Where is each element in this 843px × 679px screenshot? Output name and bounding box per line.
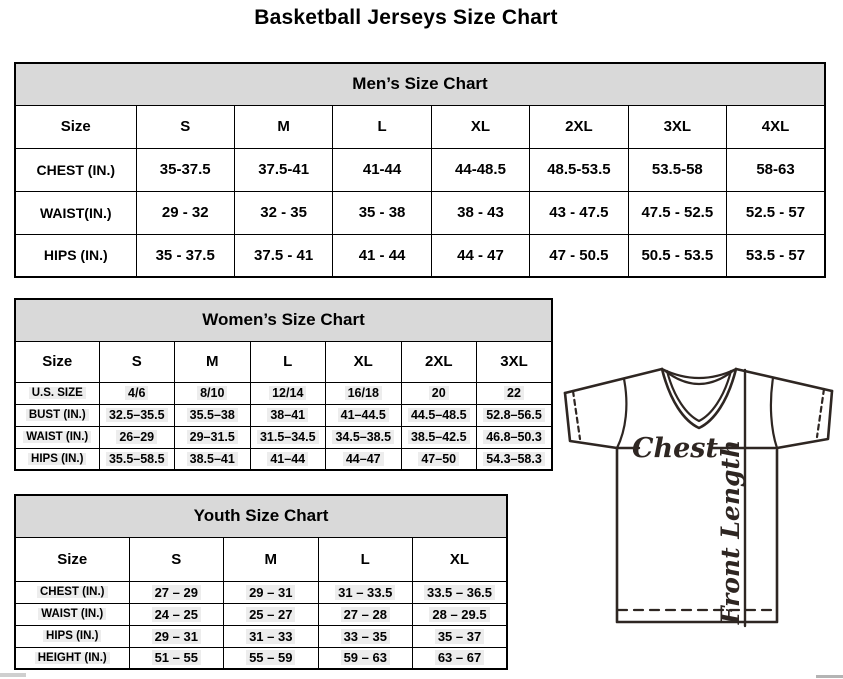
cell-text: 44.5–48.5 [408,408,470,422]
column-header: Size [15,341,99,382]
table-cell [401,426,477,448]
row-label-text: WAIST (IN.) [38,608,106,620]
column-header: S [136,105,234,148]
row-label-text: CHEST (IN.) [37,586,108,598]
cell-text: 28 – 29.5 [429,607,489,622]
table-cell [250,448,326,470]
horizontal-scrollbar-fragment[interactable] [816,675,843,678]
row-label: CHEST (IN.) [15,148,136,191]
row-label: HIPS (IN.) [15,234,136,277]
row-label-text: HEIGHT (IN.) [35,652,110,664]
cell-text: 8/10 [197,386,227,400]
cell-text: 51 – 55 [152,650,201,665]
mens-size-chart-table [14,62,826,278]
column-header: Size [15,105,136,148]
cell-text: 4/6 [125,386,148,400]
front-length-label: Front Length [716,439,745,625]
table-cell [224,603,319,625]
table-cell [477,448,553,470]
table-band-row [15,299,552,341]
table-cell [326,382,402,404]
row-label-text: HIPS (IN.) [43,630,101,642]
column-header: L [333,105,431,148]
table-cell [477,404,553,426]
column-header: M [224,537,319,581]
table-cell: 29 - 32 [136,191,234,234]
table-cell [175,426,251,448]
table-cell [413,647,508,669]
table-cell [129,647,224,669]
column-header: S [99,341,175,382]
table-header-row [15,105,825,148]
table-band-row [15,63,825,105]
cell-text: 35 – 37 [435,629,484,644]
horizontal-scrollbar-fragment[interactable] [0,673,26,677]
cell-text: 25 – 27 [246,607,295,622]
table-cell [401,404,477,426]
cell-text: 31 – 33.5 [335,585,395,600]
table-cell: 35 - 37.5 [136,234,234,277]
table-cell: 47 - 50.5 [530,234,628,277]
table-cell [401,448,477,470]
table-cell [175,448,251,470]
table-header-row [15,537,507,581]
cell-text: 31 – 33 [246,629,295,644]
column-header: S [129,537,224,581]
table-cell [129,625,224,647]
table-cell [326,426,402,448]
table-cell: 35-37.5 [136,148,234,191]
cell-text: 44–47 [343,452,384,466]
cell-text: 41–44.5 [338,408,389,422]
table-cell: 35 - 38 [333,191,431,234]
column-header: L [250,341,326,382]
cell-text: 38.5–42.5 [408,430,470,444]
table-cell [99,404,175,426]
cell-text: 59 – 63 [341,650,390,665]
table-cell: 37.5-41 [234,148,332,191]
column-header: 4XL [727,105,825,148]
column-header: 3XL [628,105,726,148]
cell-text: 33 – 35 [341,629,390,644]
column-header: M [234,105,332,148]
column-header: XL [431,105,529,148]
table-row [15,382,552,404]
table-cell [129,581,224,603]
table-cell: 44 - 47 [431,234,529,277]
table-cell [250,426,326,448]
cell-text: 52.8–56.5 [483,408,545,422]
table-cell [175,382,251,404]
cell-text: 63 – 67 [435,650,484,665]
mens-table-title: Men’s Size Chart [15,63,825,105]
table-cell [175,404,251,426]
table-row [15,426,552,448]
cell-text: 12/14 [269,386,306,400]
youth-table-title: Youth Size Chart [15,495,507,537]
table-header-row [15,341,552,382]
row-label [15,426,99,448]
cell-text: 22 [504,386,524,400]
cell-text: 54.3–58.3 [483,452,545,466]
column-header: M [175,341,251,382]
cell-text: 41–44 [267,452,308,466]
table-cell: 41-44 [333,148,431,191]
table-cell [250,404,326,426]
cell-text: 35.5–58.5 [106,452,168,466]
table-cell: 50.5 - 53.5 [628,234,726,277]
table-row [15,148,825,191]
column-header: L [318,537,413,581]
row-label [15,581,129,603]
table-row [15,581,507,603]
cell-text: 55 – 59 [246,650,295,665]
cell-text: 29 – 31 [152,629,201,644]
table-row [15,191,825,234]
table-cell: 41 - 44 [333,234,431,277]
table-cell [318,625,413,647]
cell-text: 38–41 [267,408,308,422]
cell-text: 35.5–38 [187,408,238,422]
cell-text: 38.5–41 [187,452,238,466]
table-row [15,448,552,470]
table-cell: 44-48.5 [431,148,529,191]
table-cell [250,382,326,404]
table-cell: 47.5 - 52.5 [628,191,726,234]
cell-text: 47–50 [418,452,459,466]
chest-label: Chest [632,433,718,464]
cell-text: 16/18 [345,386,382,400]
row-label [15,647,129,669]
table-cell [477,426,553,448]
table-cell: 53.5-58 [628,148,726,191]
table-cell [413,603,508,625]
column-header: XL [326,341,402,382]
table-cell [318,647,413,669]
table-row [15,625,507,647]
row-label [15,625,129,647]
table-row [15,234,825,277]
row-label-text: U.S. SIZE [29,387,86,399]
row-label [15,448,99,470]
column-header: 2XL [401,341,477,382]
cell-text: 29–31.5 [187,430,238,444]
cell-text: 31.5–34.5 [257,430,319,444]
table-cell: 37.5 - 41 [234,234,332,277]
cell-text: 26–29 [116,430,157,444]
womens-table-title: Women’s Size Chart [15,299,552,341]
cell-text: 27 – 29 [152,585,201,600]
column-header: 3XL [477,341,553,382]
row-label-text: WAIST (IN.) [23,431,91,443]
youth-size-chart-table [14,494,508,670]
page-title: Basketball Jerseys Size Chart [254,6,558,29]
jersey-outline-icon [565,369,832,626]
table-row [15,647,507,669]
table-cell [318,603,413,625]
cell-text: 24 – 25 [152,607,201,622]
table-cell [224,581,319,603]
table-cell [318,581,413,603]
column-header: 2XL [530,105,628,148]
row-label-text: HIPS (IN.) [28,453,86,465]
column-header: Size [15,537,129,581]
table-cell [326,404,402,426]
row-label [15,404,99,426]
cell-text: 29 – 31 [246,585,295,600]
table-cell: 43 - 47.5 [530,191,628,234]
table-cell [224,647,319,669]
table-cell [401,382,477,404]
table-cell [129,603,224,625]
table-cell [99,426,175,448]
row-label-text: BUST (IN.) [26,409,89,421]
table-cell: 32 - 35 [234,191,332,234]
row-label: WAIST(IN.) [15,191,136,234]
table-cell [413,581,508,603]
jersey-measurement-diagram [560,358,840,634]
cell-text: 33.5 – 36.5 [424,585,495,600]
table-cell [413,625,508,647]
cell-text: 27 – 28 [341,607,390,622]
table-row [15,404,552,426]
table-cell: 38 - 43 [431,191,529,234]
table-row [15,603,507,625]
table-cell [326,448,402,470]
womens-size-chart-table [14,298,553,471]
table-cell: 53.5 - 57 [727,234,825,277]
table-cell [224,625,319,647]
table-band-row [15,495,507,537]
row-label [15,603,129,625]
table-cell: 58-63 [727,148,825,191]
cell-text: 34.5–38.5 [332,430,394,444]
table-cell [99,448,175,470]
cell-text: 32.5–35.5 [106,408,168,422]
cell-text: 46.8–50.3 [483,430,545,444]
column-header: XL [413,537,508,581]
cell-text: 20 [429,386,449,400]
row-label [15,382,99,404]
table-cell: 52.5 - 57 [727,191,825,234]
table-cell [99,382,175,404]
table-cell [477,382,553,404]
table-cell: 48.5-53.5 [530,148,628,191]
